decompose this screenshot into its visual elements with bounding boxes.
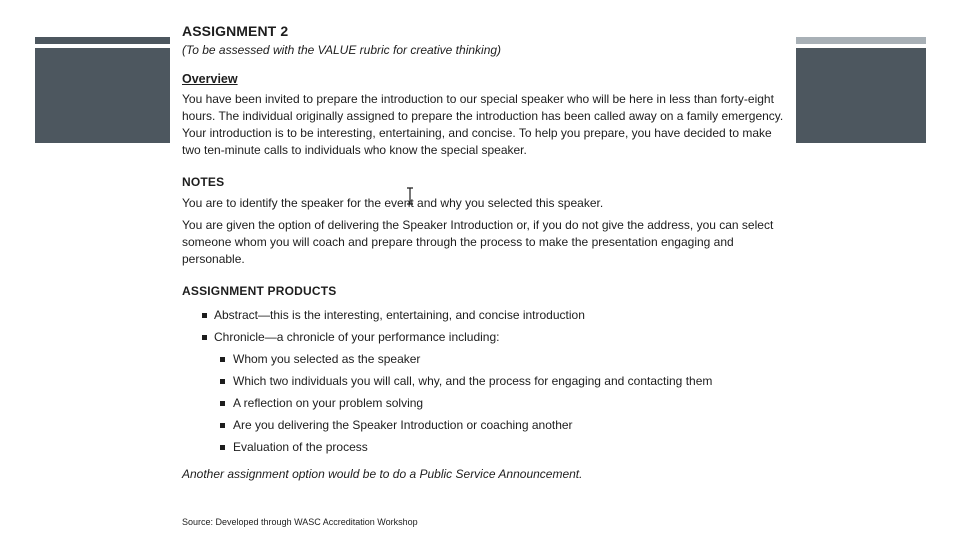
right-accent-bar: [796, 37, 926, 44]
chronicle-item: Evaluation of the process: [182, 436, 787, 458]
right-accent-block: [796, 48, 926, 143]
products-heading: ASSIGNMENT PRODUCTS: [182, 284, 337, 298]
chronicle-sublist: [182, 348, 787, 458]
product-chronicle-label: Chronicle—a chronicle of your performance including:: [214, 330, 500, 344]
products-list: [182, 304, 787, 348]
notes-heading: NOTES: [182, 175, 225, 189]
left-accent-block: [35, 48, 170, 143]
overview-heading: Overview: [182, 72, 238, 86]
document-subtitle: (To be assessed with the VALUE rubric for creative thinking): [182, 43, 502, 57]
left-accent-bar: [35, 37, 170, 44]
chronicle-item: Whom you selected as the speaker: [182, 348, 787, 370]
notes-item-identify-speaker: You are to identify the speaker for the event and why you selected this speaker.: [182, 196, 604, 210]
chronicle-item: A reflection on your problem solving: [182, 392, 787, 414]
overview-text: You have been invited to prepare the introduction to our special speaker who will be here in less than forty-eight hours. The individual originally assigned to prepare the introduction has been called away on a family emergency. Your introduction is to be interesting, entertaining, and concise. To help you prepare, you have decided to make two ten-minute calls to individuals who know the special speaker.: [182, 92, 784, 157]
document-title: ASSIGNMENT 2: [182, 23, 289, 39]
chronicle-item: Which two individuals you will call, why, and the process for engaging and contacting them: [182, 370, 787, 392]
product-chronicle: [182, 326, 787, 348]
chronicle-item: Are you delivering the Speaker Introduction or coaching another: [182, 414, 787, 436]
product-abstract: Abstract—this is the interesting, entertaining, and concise introduction: [182, 304, 787, 326]
source-caption: Source: Developed through WASC Accreditation Workshop: [182, 517, 418, 527]
closing-note: Another assignment option would be to do a Public Service Announcement.: [182, 467, 583, 481]
notes-item-delivery-option: You are given the option of delivering the Speaker Introduction or, if you do not give the address, you can select someone whom you will coach and prepare through the process to make the presentation engaging and personable.: [182, 218, 774, 266]
assignment-document: [182, 22, 787, 482]
text-cursor-icon: [405, 187, 415, 205]
